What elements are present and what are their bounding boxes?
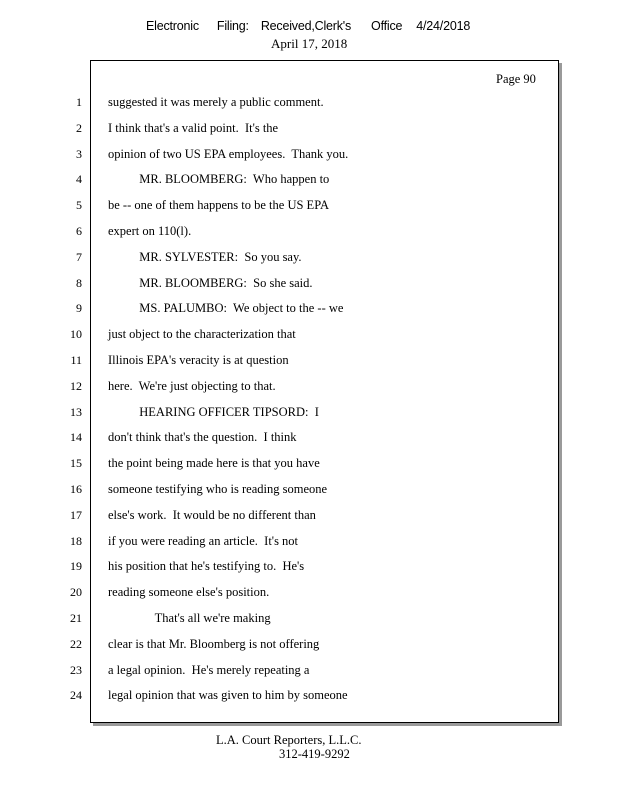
- line-number: 24: [70, 688, 82, 702]
- line-text: someone testifying who is reading someone: [108, 482, 328, 496]
- line-text: don't think that's the question. I think: [108, 430, 297, 444]
- line-number: 20: [70, 585, 82, 599]
- stamp-received: Received,Clerk's: [260, 19, 352, 33]
- line-number: 8: [76, 276, 82, 290]
- line-text: expert on 110(l).: [108, 224, 192, 238]
- line-text: his position that he's testifying to. He's: [108, 559, 305, 573]
- line-number: 19: [70, 559, 82, 573]
- footer-company: L.A. Court Reporters, L.L.C.: [216, 733, 362, 747]
- line-number: 15: [70, 456, 82, 470]
- line-text: just object to the characterization that: [108, 327, 296, 341]
- line-text: HEARING OFFICER TIPSORD: I: [108, 405, 319, 419]
- line-text: MS. PALUMBO: We object to the -- we: [108, 301, 344, 315]
- line-number: 16: [70, 482, 82, 496]
- line-number: 18: [70, 534, 82, 548]
- line-number: 5: [76, 198, 82, 212]
- line-text: reading someone else's position.: [108, 585, 270, 599]
- line-text: MR. SYLVESTER: So you say.: [108, 250, 302, 264]
- line-text: the point being made here is that you have: [108, 456, 320, 470]
- line-number: 23: [70, 663, 82, 677]
- line-text: That's all we're making: [108, 611, 271, 625]
- hearing-date: April 17, 2018: [271, 36, 348, 51]
- line-text: clear is that Mr. Bloomberg is not offering: [108, 637, 320, 651]
- line-text: if you were reading an article. It's not: [108, 534, 299, 548]
- line-number: 4: [76, 172, 82, 186]
- line-text: here. We're just objecting to that.: [108, 379, 276, 393]
- line-number: 10: [70, 327, 82, 341]
- line-number: 1: [76, 95, 82, 109]
- line-number: 6: [76, 224, 82, 238]
- line-text: I think that's a valid point. It's the: [108, 121, 279, 135]
- line-text: opinion of two US EPA employees. Thank you.: [108, 147, 349, 161]
- line-number: 17: [70, 508, 82, 522]
- stamp-filing: Filing:: [216, 19, 249, 33]
- stamp-electronic: Electronic: [146, 19, 199, 33]
- page-number: Page 90: [496, 72, 536, 86]
- line-number: 2: [76, 121, 82, 135]
- line-number: 9: [76, 301, 82, 315]
- line-number: 22: [70, 637, 82, 651]
- filing-stamp: [146, 19, 470, 33]
- line-text: suggested it was merely a public comment.: [108, 95, 324, 109]
- line-text: else's work. It would be no different than: [108, 508, 316, 522]
- footer-phone: 312-419-9292: [279, 747, 350, 761]
- line-text: be -- one of them happens to be the US EPA: [108, 198, 330, 212]
- line-number: 21: [70, 611, 82, 625]
- line-number: 3: [76, 147, 82, 161]
- line-number: 13: [70, 405, 82, 419]
- line-text: MR. BLOOMBERG: So she said.: [108, 276, 313, 290]
- line-number: 7: [76, 250, 82, 264]
- line-text: Illinois EPA's veracity is at question: [108, 353, 289, 367]
- line-text: a legal opinion. He's merely repeating a: [108, 663, 310, 677]
- line-number: 12: [70, 379, 82, 393]
- stamp-office: Office: [371, 19, 403, 33]
- line-number: 14: [70, 430, 82, 444]
- line-text: legal opinion that was given to him by someone: [108, 688, 348, 702]
- stamp-date: 4/24/2018: [416, 19, 471, 33]
- line-number: 11: [70, 353, 82, 367]
- line-text: MR. BLOOMBERG: Who happen to: [108, 172, 330, 186]
